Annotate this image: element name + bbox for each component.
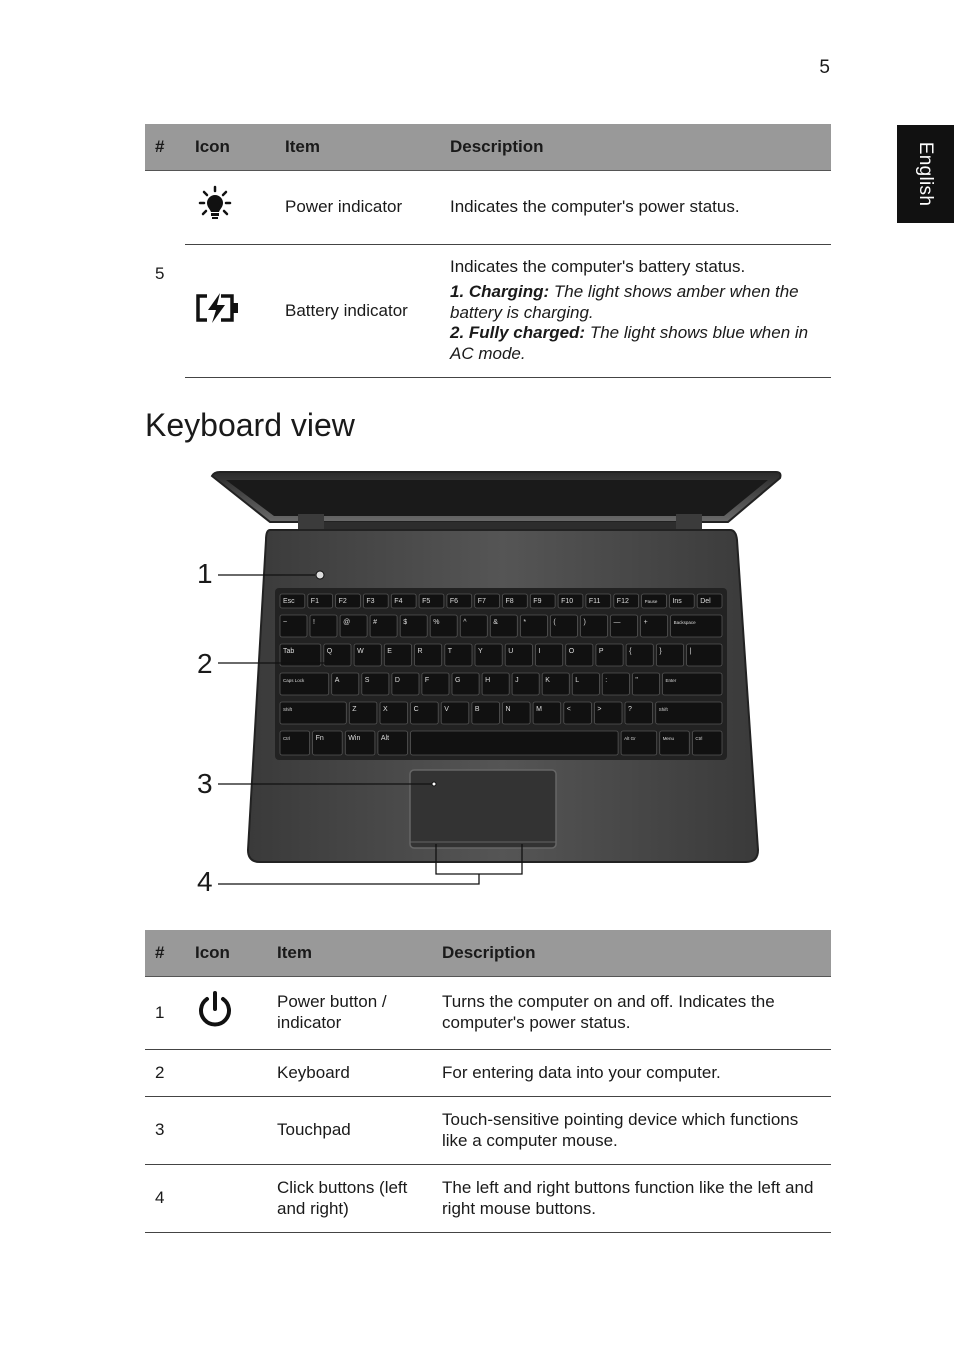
keyboard-key-label: W — [357, 648, 364, 655]
keyboard-key-label: F7 — [477, 598, 486, 605]
keyboard-key-label: L — [575, 677, 580, 684]
touchpad — [410, 770, 556, 848]
keyboard-key-label: Y — [478, 648, 483, 655]
header-number: # — [145, 124, 185, 171]
keyboard-key-label: M — [536, 706, 542, 713]
keyboard-key-label: Fn — [315, 735, 324, 742]
keyboard-key-label: Backspace — [673, 620, 696, 625]
table-row — [145, 245, 831, 378]
keyboard-key-label: F5 — [422, 598, 431, 605]
keyboard-key — [280, 731, 310, 755]
row-description: Turns the computer on and off. Indicates the computer's power status. — [432, 977, 831, 1050]
power-button — [316, 571, 324, 579]
fully-charged-note — [450, 323, 821, 364]
row-number: 2 — [145, 1050, 185, 1097]
keyboard-key-label: N — [505, 706, 511, 713]
note-label: 1. Charging: — [450, 281, 550, 301]
icon-cell — [185, 171, 275, 245]
row-item: Keyboard — [267, 1050, 432, 1097]
row-item: Power indicator — [275, 171, 440, 245]
keyboard-key-label: F8 — [505, 598, 514, 605]
keyboard-key-label: " — [635, 677, 638, 684]
keyboard-key-label: Caps Lock — [283, 678, 305, 683]
keyboard-key-label: + — [643, 619, 648, 626]
keyboard-key — [660, 731, 690, 755]
keyboard-key-label: > — [597, 706, 602, 713]
header-icon: Icon — [185, 124, 275, 171]
keyboard-key-label: * — [523, 619, 527, 626]
row-description: For entering data into your computer. — [432, 1050, 831, 1097]
row-item: Battery indicator — [275, 245, 440, 378]
row-item: Click buttons (left and right) — [267, 1165, 432, 1233]
keyboard-key-label: Shift — [283, 707, 293, 712]
header-item: Item — [267, 930, 432, 977]
keyboard-key-label: Esc — [283, 598, 295, 605]
keyboard-key-label: F9 — [533, 598, 542, 605]
keyboard-key-label: K — [545, 677, 550, 684]
keyboard-key-label: J — [515, 677, 519, 684]
keyboard-key — [656, 702, 722, 724]
keyboard-key — [280, 673, 329, 695]
keyboard-key — [411, 731, 618, 755]
icon-cell — [185, 1165, 267, 1233]
keyboard-key-label: F4 — [394, 598, 403, 605]
table-header-row — [145, 930, 831, 977]
keyboard-key-label: Ctrl — [283, 736, 290, 741]
keyboard-key — [692, 731, 722, 755]
row-description — [440, 245, 831, 378]
row-item: Power button / indicator — [267, 977, 432, 1050]
keyboard-key-label: I — [538, 648, 541, 655]
keyboard-key-label: & — [493, 619, 498, 626]
keyboard-key-label: V — [444, 706, 449, 713]
battery-indicator-icon — [195, 291, 241, 325]
keyboard-key-label: : — [605, 677, 608, 684]
keyboard-key-label: F10 — [561, 598, 574, 605]
callout-3: 3 — [197, 768, 213, 799]
row-description: Indicates the computer's power status. — [440, 171, 831, 245]
keyboard-keys — [280, 594, 722, 755]
keyboard-key-label: @ — [343, 619, 351, 626]
keyboard-key-label: } — [659, 648, 662, 655]
keyboard-key-label: % — [433, 619, 440, 626]
keyboard-key-label: | — [689, 648, 692, 655]
keyboard-key-label: O — [568, 648, 575, 655]
battery-description: Indicates the computer's battery status. — [450, 257, 746, 277]
keyboard-key-label: Q — [326, 648, 333, 655]
keyboard-key-label: Ctrl — [695, 736, 703, 741]
keyboard-key-label: Z — [352, 706, 357, 713]
keyboard-key-label: T — [447, 648, 453, 655]
keyboard-key-label: ) — [583, 619, 586, 626]
keyboard-key-label: Tab — [283, 648, 295, 655]
table-row — [145, 977, 831, 1050]
keyboard-key — [621, 731, 657, 755]
keyboard-key-label: Pause — [644, 599, 658, 604]
header-description: Description — [440, 124, 831, 171]
keyboard-key-label: G — [455, 677, 461, 684]
header-description: Description — [432, 930, 831, 977]
row-description: The left and right buttons function like the left and right mouse buttons. — [432, 1165, 831, 1233]
callout-2: 2 — [197, 648, 213, 679]
note-text: The light shows blue when in AC mode. — [450, 323, 809, 364]
keyboard-key — [671, 615, 722, 637]
header-icon: Icon — [185, 930, 267, 977]
keyboard-key-label: A — [334, 677, 340, 684]
keyboard-view-table — [145, 930, 831, 1233]
language-tab — [897, 125, 954, 223]
keyboard-key-label: F3 — [366, 598, 375, 605]
laptop-illustration — [180, 470, 800, 900]
callout-4: 4 — [197, 866, 213, 897]
keyboard-key — [663, 673, 723, 695]
keyboard-view-figure — [180, 470, 800, 900]
table-row — [145, 1165, 831, 1233]
keyboard-key-label: Del — [700, 598, 711, 605]
keyboard-key-label: F2 — [338, 598, 347, 605]
keyboard-key-label: F1 — [310, 598, 319, 605]
keyboard-key-label: D — [394, 677, 400, 684]
power-button-icon — [195, 990, 235, 1030]
row-description: Touch-sensitive pointing device which functions like a computer mouse. — [432, 1097, 831, 1165]
header-number: # — [145, 930, 185, 977]
keyboard-key-label: P — [598, 648, 604, 655]
keyboard-key-label: E — [387, 648, 392, 655]
indicator-table — [145, 124, 831, 378]
table-header-row — [145, 124, 831, 171]
table-row — [145, 1050, 831, 1097]
keyboard-key-label: Win — [348, 735, 361, 742]
keyboard-key-label: $ — [403, 619, 408, 626]
keyboard-key-label: ^ — [463, 619, 467, 626]
header-item: Item — [275, 124, 440, 171]
keyboard-key-label: S — [364, 677, 370, 684]
keyboard-key-label: Ins — [672, 598, 682, 605]
keyboard-key-label: Shift — [658, 707, 668, 712]
page-number: 5 — [819, 57, 830, 78]
keyboard-key-label: < — [566, 706, 571, 713]
keyboard-key-label: F12 — [616, 598, 629, 605]
table-row — [145, 1097, 831, 1165]
keyboard-key-label: { — [629, 648, 632, 655]
table-row — [145, 171, 831, 245]
keyboard-key-label: ! — [313, 619, 315, 626]
keyboard-key-label: F — [424, 677, 430, 684]
keyboard-key-label: Menu — [662, 736, 674, 741]
power-indicator-icon — [195, 185, 235, 225]
keyboard-key-label: ( — [553, 619, 556, 626]
keyboard-key — [687, 644, 722, 666]
row-number: 3 — [145, 1097, 185, 1165]
keyboard-key — [280, 702, 346, 724]
keyboard-key-label: ~ — [283, 619, 288, 626]
language-tab-label: English — [915, 141, 937, 207]
keyboard-key-label: Enter — [665, 678, 677, 683]
note-label: 2. Fully charged: — [450, 323, 586, 343]
keyboard-key-label: B — [474, 706, 480, 713]
icon-cell — [185, 1050, 267, 1097]
row-number: 5 — [155, 263, 165, 283]
section-title: Keyboard view — [145, 407, 355, 443]
keyboard-key-label: Alt Gr — [624, 736, 636, 741]
keyboard-key-label: U — [508, 648, 514, 655]
icon-cell — [185, 1097, 267, 1165]
keyboard-key-label: ? — [628, 706, 632, 713]
keyboard-key-label: R — [417, 648, 423, 655]
keyboard-key-label: F6 — [449, 598, 459, 605]
row-number: 4 — [145, 1165, 185, 1233]
keyboard-key-label: X — [383, 706, 388, 713]
keyboard-key-label: C — [413, 706, 419, 713]
row-number: 1 — [145, 977, 185, 1050]
note-text: The light shows amber when the battery is charging. — [450, 281, 799, 322]
callout-1: 1 — [197, 558, 213, 589]
charging-note — [450, 282, 821, 323]
row-item: Touchpad — [267, 1097, 432, 1165]
keyboard-key-label: # — [373, 619, 378, 626]
keyboard-key-label: F11 — [588, 598, 601, 605]
keyboard-key-label: H — [485, 677, 491, 684]
keyboard-key-label: Alt — [380, 735, 390, 742]
icon-cell — [185, 245, 275, 378]
icon-cell — [185, 977, 267, 1050]
keyboard-key-label: — — [613, 619, 621, 626]
